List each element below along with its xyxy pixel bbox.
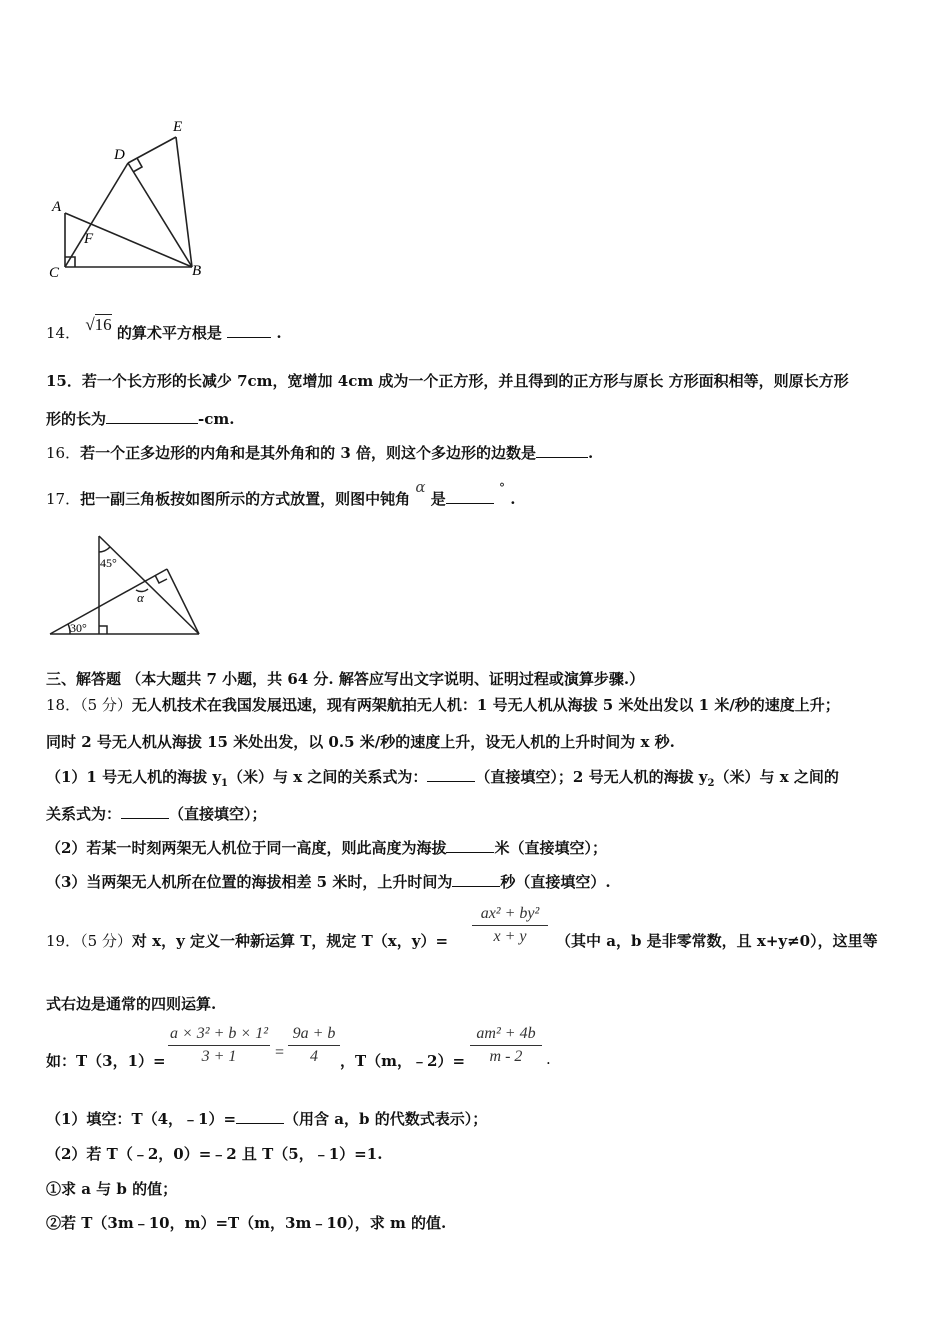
section-3-title: 三、解答题 （本大题共 7 小题，共 64 分. 解答应写出文字说明、证明过程或演算步骤.） (46, 670, 645, 688)
label-f: F (84, 231, 94, 247)
question-19-intro: 19．（5 分）对 x，y 定义一种新运算 T，规定 T（x，y）= (46, 932, 449, 950)
question-17: 17．把一副三角板按如图所示的方式放置，则图中钝角 α 是 ° . (46, 478, 516, 508)
triangle-figure-1 (40, 115, 220, 285)
question-14: 14． √16 的算术平方根是 . (46, 315, 282, 342)
question-19-sub1: ①求 a 与 b 的值； (46, 1180, 178, 1198)
triangle-figure-2 (44, 530, 206, 638)
label-e: E (173, 119, 183, 135)
question-19-line2: 式右边是通常的四则运算. (46, 995, 217, 1013)
label-d: D (114, 147, 125, 163)
answer-blank-18-1a[interactable] (427, 766, 475, 782)
example-mid: ，T（m，﹣2）= (340, 1052, 466, 1070)
question-18-part2: （2）若某一时刻两架无人机位于同一高度，则此高度为海拔 米（直接填空）； (46, 839, 607, 857)
answer-blank-18-2[interactable] (446, 837, 494, 853)
question-18-line1: 18．（5 分）无人机技术在我国发展迅速，现有两架航拍无人机：1 号无人机从海拔 5 米处出发以 1 米/秒的速度上升； (46, 696, 840, 714)
answer-blank-17[interactable] (446, 488, 494, 504)
question-15-line1: 15．若一个长方形的长减少 7cm，宽增加 4cm 成为一个正方形，并且得到的正方形与原长 方形面积相等，则原长方形 (46, 372, 849, 390)
question-18-part1: （1）1 号无人机的海拔 $y_1$（米）与 x 之间的关系式为： （直接填空）；2 号无人机的海拔 $y_2$（米）与 x 之间的 (46, 768, 839, 789)
alpha-symbol: α (415, 478, 426, 496)
answer-blank-16[interactable] (536, 442, 588, 458)
question-19-sub2: ②若 T（3m﹣10，m）=T（m，3m﹣10），求 m 的值. (46, 1214, 447, 1232)
angle-alpha-label: α (137, 590, 144, 605)
example-end: . (546, 1050, 551, 1068)
question-18-part3: （3）当两架无人机所在位置的海拔相差 5 米时，上升时间为 秒（直接填空）. (46, 873, 611, 891)
question-19-part2: （2）若 T（﹣2，0）=﹣2 且 T（5，﹣1）=1. (46, 1145, 383, 1163)
sqrt-expression: √16 (85, 315, 112, 334)
question-16: 16．若一个正多边形的内角和是其外角和的 3 倍，则这个多边形的边数是 . (46, 444, 594, 462)
question-19-example: 如：T（3，1）= (46, 1052, 166, 1070)
label-b: B (192, 263, 202, 279)
example-equals: = (275, 1044, 285, 1061)
degree-symbol: ° (498, 481, 505, 495)
question-19-part1: （1）填空：T（4，﹣1）= （用含 a，b 的代数式表示）； (46, 1110, 488, 1128)
t-definition-fraction: ax² + by² x + y (472, 905, 548, 946)
answer-blank-19-1[interactable] (236, 1108, 284, 1124)
answer-blank-18-1b[interactable] (121, 803, 169, 819)
label-a: A (52, 199, 62, 215)
label-c: C (49, 265, 60, 281)
question-18-line2: 同时 2 号无人机从海拔 15 米处出发，以 0.5 米/秒的速度上升，设无人机的上升时间为 x 秒. (46, 733, 675, 751)
answer-blank-18-3[interactable] (452, 871, 500, 887)
angle-45-label: 45° (100, 556, 117, 570)
answer-blank-14[interactable] (227, 322, 271, 338)
answer-blank-15[interactable] (106, 408, 198, 424)
question-15-line2: 形的长为 -cm. (46, 410, 235, 428)
question-19-condition: （其中 a，b 是非零常数，且 x+y≠0），这里等 (556, 932, 878, 950)
angle-30-label: 30° (70, 621, 87, 635)
question-18-part1-cont: 关系式为： （直接填空）； (46, 805, 267, 823)
example-fraction-2: 9a + b 4 (288, 1025, 340, 1066)
example-fraction-3: am² + 4b m - 2 (470, 1025, 542, 1066)
example-fraction-1: a × 3² + b × 1² 3 + 1 (168, 1025, 270, 1066)
